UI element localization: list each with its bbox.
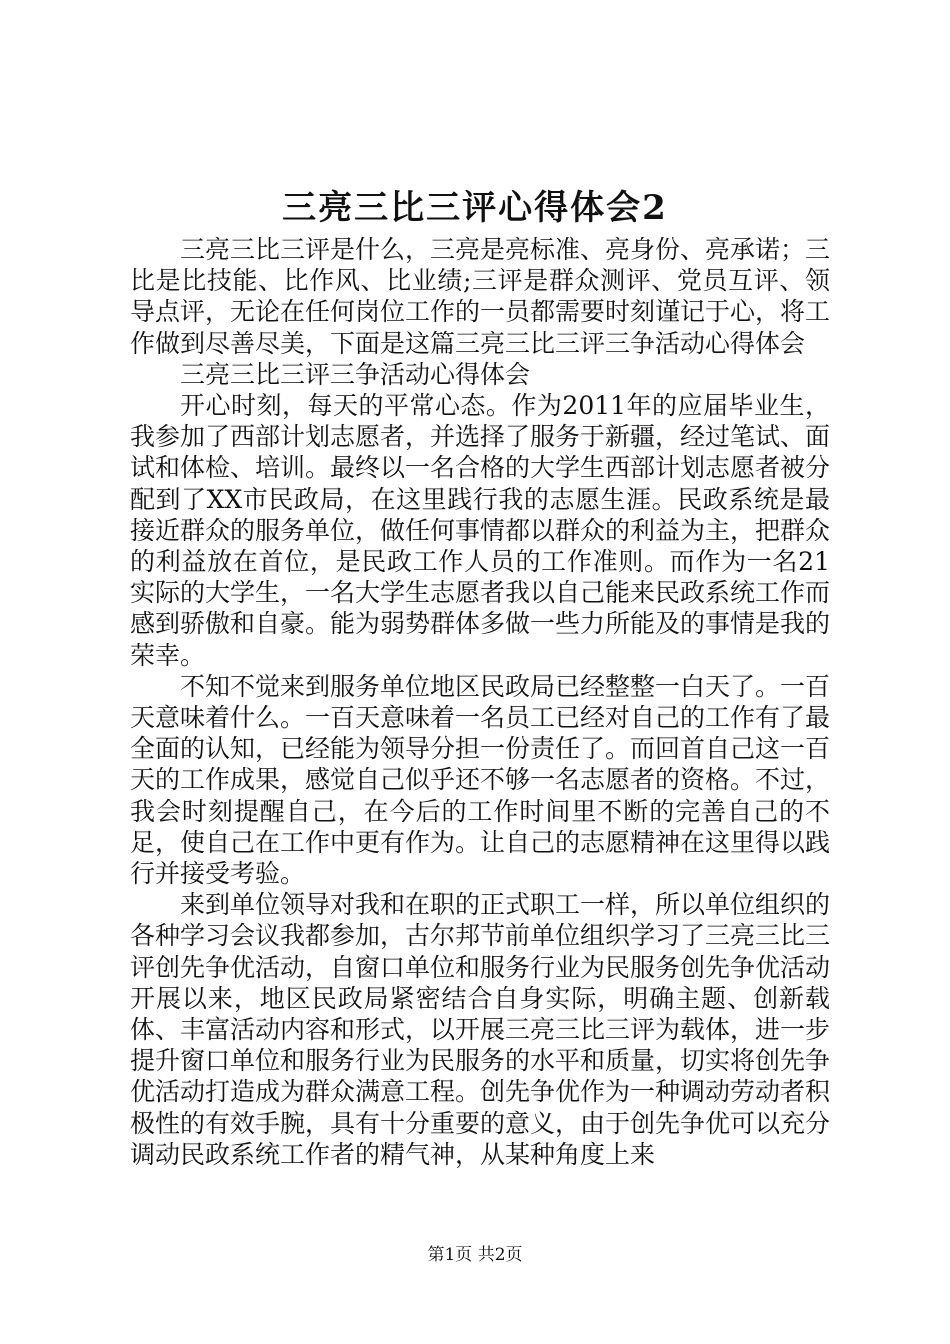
document-body xyxy=(130,234,830,1170)
intro-paragraph: 三亮三比三评是什么，三亮是亮标准、亮身份、亮承诺；三比是比技能、比作风、比业绩;三评是群众测评、党员互评、领导点评，无论在任何岗位工作的一员都需要时刻谨记于心，将工作做到尽善尽美，下面是这篇三亮三比三评三争活动心得体会 xyxy=(130,235,831,358)
page-number-footer: 第1页 共2页 xyxy=(427,1245,523,1265)
body-paragraph: 来到单位领导对我和在职的正式职工一样，所以单位组织的各种学习会议我都参加，古尔邦节前单位组织学习了三亮三比三评创先争优活动，自窗口单位和服务行业为民服务创先争优活动开展以来，地区民政局紧密结合自身实际，明确主题、创新载体、丰富活动内容和形式，以开展三亮三比三评为载体，进一步提升窗口单位和服务行业为民服务的水平和质量，切实将创先争优活动打造成为群众满意工程。创先争优作为一种调动劳动者积极性的有效手腕，具有十分重要的意义，由于创先争优可以充分调动民政系统工作者的精气神，从某种角度上来 xyxy=(130,890,831,1169)
section-heading: 三亮三比三评三争活动心得体会 xyxy=(180,359,531,389)
document-title: 三亮三比三评心得体会2 xyxy=(282,188,668,228)
body-paragraph: 不知不觉来到服务单位地区民政局已经整整一白天了。一百天意味着什么。一百天意味着一名员工已经对自己的工作有了最全面的认知，已经能为领导分担一份责任了。而回首自己这一百天的工作成果，感觉自己似乎还不够一名志愿者的资格。不过，我会时刻提醒自己，在今后的工作时间里不断的完善自己的不足，使自己在工作中更有作为。让自己的志愿精神在这里得以践行并接受考验。 xyxy=(130,671,831,889)
body-paragraph: 开心时刻，每天的平常心态。作为2011年的应届毕业生，我参加了西部计划志愿者，并选择了服务于新疆，经过笔试、面试和体检、培训。最终以一名合格的大学生西部计划志愿者被分配到了XX市民政局，在这里践行我的志愿生涯。民政系统是最接近群众的服务单位，做任何事情都以群众的利益为主，把群众的利益放在首位，是民政工作人员的工作准则。而作为一名21实际的大学生，一名大学生志愿者我以自己能来民政系统工作而感到骄傲和自豪。能为弱势群体多做一些力所能及的事情是我的荣幸。 xyxy=(130,391,831,670)
